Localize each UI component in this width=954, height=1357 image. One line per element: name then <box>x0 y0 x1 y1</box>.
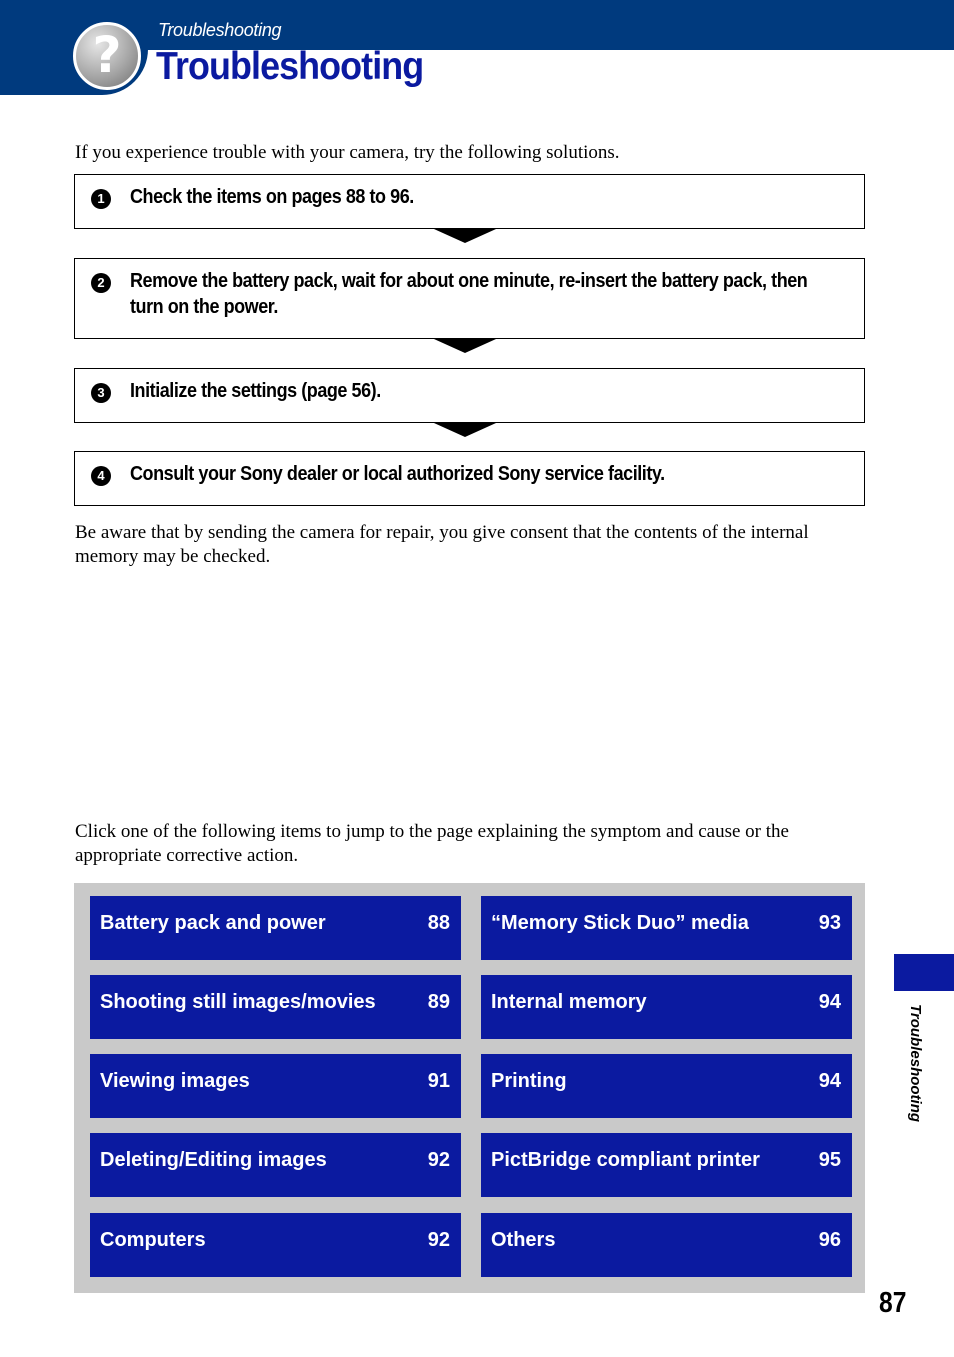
symptom-link-battery[interactable] <box>90 896 461 960</box>
symptom-page: 96 <box>818 1229 841 1251</box>
symptom-link-printing[interactable] <box>481 1054 852 1118</box>
step-box-4 <box>74 451 865 506</box>
step-number-4: 4 <box>91 466 111 486</box>
breadcrumb: Troubleshooting <box>158 20 282 40</box>
symptom-page: 95 <box>818 1149 841 1171</box>
symptom-label: Printing <box>491 1070 567 1092</box>
symptom-link-deleting[interactable] <box>90 1133 461 1197</box>
symptom-label: Battery pack and power <box>100 912 326 934</box>
symptom-link-memory-stick[interactable] <box>481 896 852 960</box>
symptom-page: 92 <box>427 1149 450 1171</box>
step-text-1: Check the items on pages 88 to 96. <box>130 186 414 208</box>
page-title: Troubleshooting <box>156 45 424 88</box>
jump-intro: Click one of the following items to jump to the page explaining the symptom and cause or the appropriate corrective action. <box>75 821 789 866</box>
symptom-label: Others <box>491 1229 556 1251</box>
symptom-link-internal-memory[interactable] <box>481 975 852 1039</box>
symptom-page: 89 <box>427 991 450 1013</box>
step-text-4: Consult your Sony dealer or local authorized Sony service facility. <box>130 463 665 485</box>
symptom-link-shooting[interactable] <box>90 975 461 1039</box>
symptom-label: Computers <box>100 1229 206 1251</box>
step-text-2: Remove the battery pack, wait for about one minute, re-insert the battery pack, then turn on the power. <box>130 270 808 318</box>
symptom-label: Internal memory <box>491 991 647 1013</box>
step-box-2 <box>74 258 865 339</box>
step-box-1 <box>74 174 865 229</box>
side-tab-label: Troubleshooting <box>907 1004 924 1123</box>
page-number: 87 <box>879 1287 907 1319</box>
symptom-page: 92 <box>427 1229 450 1251</box>
step-text-3: Initialize the settings (page 56). <box>130 380 381 402</box>
symptom-label: “Memory Stick Duo” media <box>491 912 749 934</box>
step-number-1: 1 <box>91 189 111 209</box>
question-mark-icon <box>73 22 141 90</box>
symptom-link-others[interactable] <box>481 1213 852 1277</box>
symptom-page: 94 <box>818 991 841 1013</box>
symptom-label: Deleting/Editing images <box>100 1149 327 1171</box>
symptom-link-computers[interactable] <box>90 1213 461 1277</box>
arrow-down-icon <box>434 423 496 437</box>
symptom-page: 91 <box>427 1070 450 1092</box>
step-number-2: 2 <box>91 273 111 293</box>
symptom-page: 93 <box>818 912 841 934</box>
symptom-link-pictbridge[interactable] <box>481 1133 852 1197</box>
symptom-label: Shooting still images/movies <box>100 991 376 1013</box>
symptom-page: 88 <box>427 912 450 934</box>
arrow-down-icon <box>434 339 496 353</box>
symptom-page: 94 <box>818 1070 841 1092</box>
symptom-label: Viewing images <box>100 1070 250 1092</box>
intro-text: If you experience trouble with your camera, try the following solutions. <box>75 142 620 163</box>
step-box-3 <box>74 368 865 423</box>
arrow-down-icon <box>434 229 496 243</box>
symptom-label: PictBridge compliant printer <box>491 1149 760 1171</box>
symptom-link-viewing[interactable] <box>90 1054 461 1118</box>
question-mark-glyph: ? <box>92 26 122 84</box>
repair-notice: Be aware that by sending the camera for repair, you give consent that the contents of the internal memory may be checked. <box>75 522 809 567</box>
section-side-tab <box>894 954 954 991</box>
step-number-3: 3 <box>91 383 111 403</box>
